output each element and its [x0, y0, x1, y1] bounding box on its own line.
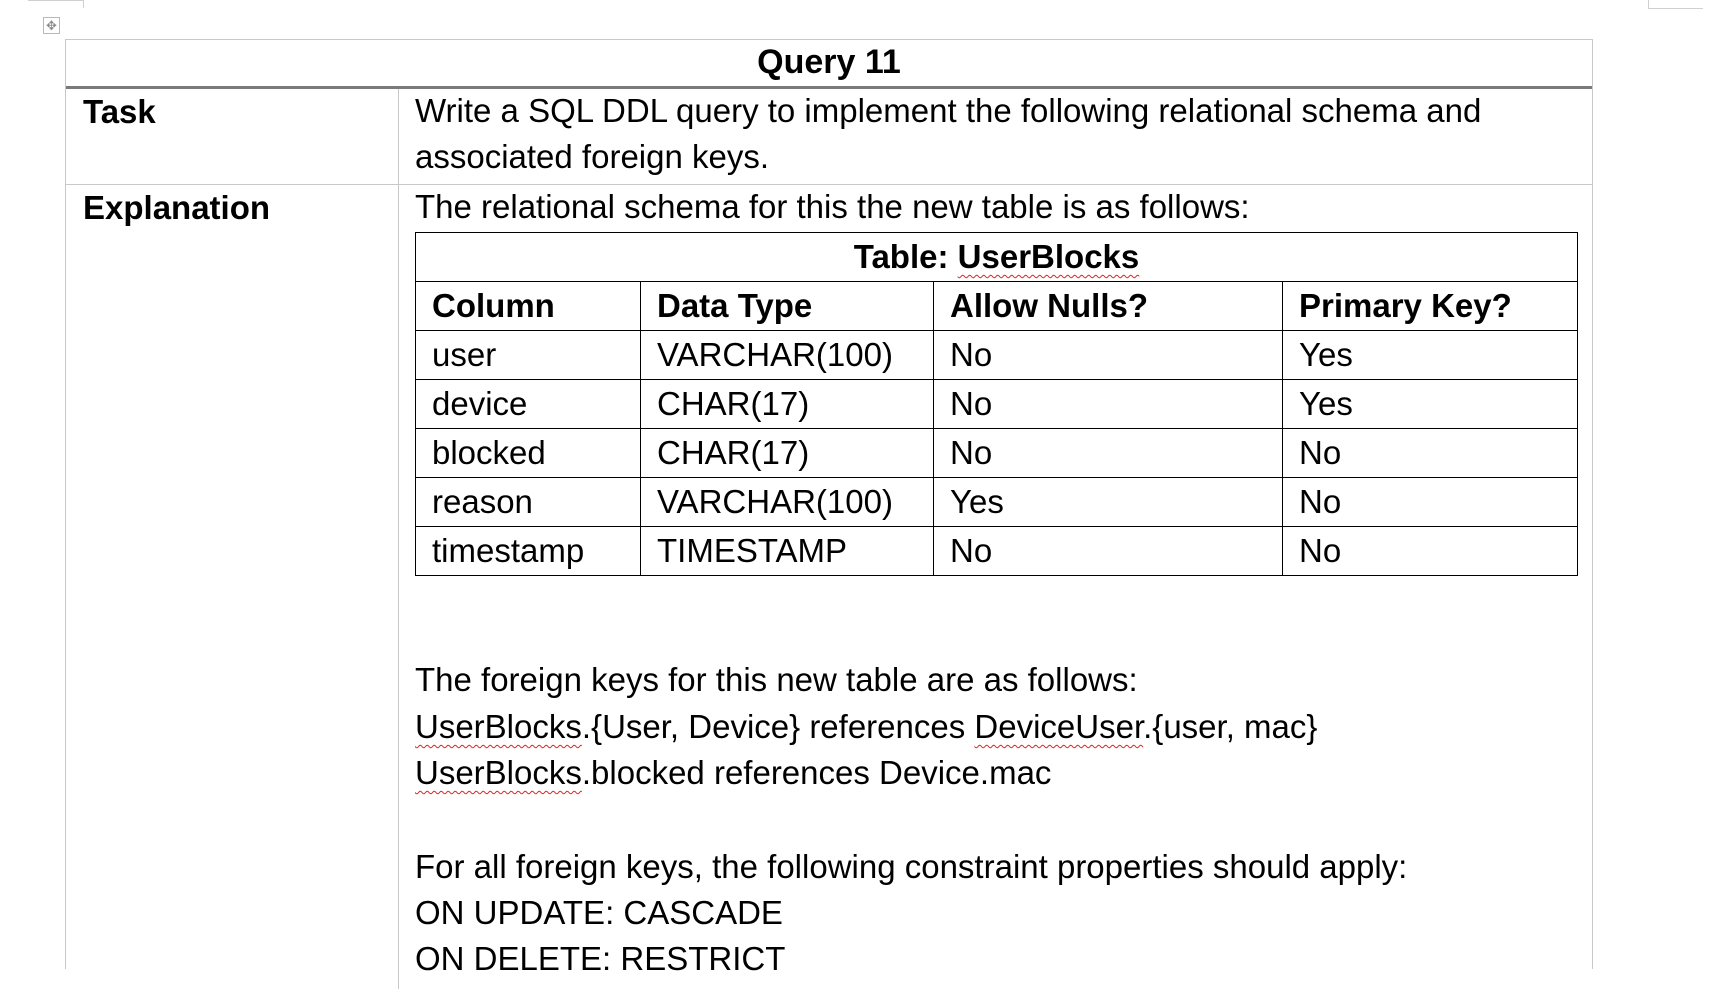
explanation-intro: The relational schema for this the new table is as follows: [415, 188, 1250, 225]
on-update: ON UPDATE: CASCADE [415, 894, 783, 931]
cell-allow-nulls: Yes [934, 478, 1283, 527]
query-table [65, 39, 1593, 977]
query-title: Query 11 [757, 43, 901, 81]
cell-allow-nulls: No [934, 527, 1283, 576]
table-row [416, 429, 1578, 478]
constraints-intro: For all foreign keys, the following constraint properties should apply: [415, 848, 1408, 885]
schema-caption [416, 233, 1578, 282]
header-allow-nulls: Allow Nulls? [934, 282, 1283, 331]
schema-caption-name: UserBlocks [957, 238, 1140, 275]
fk-line-2 [415, 750, 1051, 796]
task-line-1: Write a SQL DDL query to implement the following relational schema and [415, 92, 1482, 129]
cell-column: device [416, 380, 641, 429]
fk-line-1 [415, 704, 1317, 750]
cell-data-type: CHAR(17) [641, 429, 934, 478]
fk1-text-b: .{User, Device} references [581, 708, 975, 745]
title-row [66, 40, 1592, 89]
header-column: Column [416, 282, 641, 331]
fk2-text-b: .blocked references Device.mac [581, 754, 1052, 791]
fk1-text-d: .{user, mac} [1143, 708, 1318, 745]
schema-caption-prefix: Table: [853, 238, 958, 275]
cell-primary-key: No [1283, 527, 1578, 576]
schema-table [415, 232, 1578, 576]
schema-caption-row [416, 233, 1578, 282]
fk1-table-a: UserBlocks [415, 708, 582, 745]
cell-allow-nulls: No [934, 380, 1283, 429]
on-delete: ON DELETE: RESTRICT [415, 940, 786, 977]
cell-column: user [416, 331, 641, 380]
table-move-handle-icon[interactable]: ✥ [43, 17, 60, 34]
cell-column: reason [416, 478, 641, 527]
fk-intro: The foreign keys for this new table are as follows: [415, 661, 1138, 698]
header-primary-key: Primary Key? [1283, 282, 1578, 331]
cell-allow-nulls: No [934, 429, 1283, 478]
column-divider [398, 89, 399, 989]
task-label: Task [83, 93, 156, 130]
cell-column: timestamp [416, 527, 641, 576]
cell-data-type: CHAR(17) [641, 380, 934, 429]
cell-data-type: VARCHAR(100) [641, 478, 934, 527]
cell-primary-key: No [1283, 429, 1578, 478]
fk1-table-c: DeviceUser [974, 708, 1144, 745]
explanation-label: Explanation [83, 189, 271, 226]
schema-header-row [416, 282, 1578, 331]
cell-column: blocked [416, 429, 641, 478]
cell-allow-nulls: No [934, 331, 1283, 380]
header-data-type: Data Type [641, 282, 934, 331]
table-row [416, 527, 1578, 576]
cell-data-type: VARCHAR(100) [641, 331, 934, 380]
task-line-2: associated foreign keys. [415, 138, 770, 175]
table-row [416, 478, 1578, 527]
fk2-table-a: UserBlocks [415, 754, 582, 791]
cell-data-type: TIMESTAMP [641, 527, 934, 576]
table-row [416, 380, 1578, 429]
table-row [416, 331, 1578, 380]
cell-primary-key: Yes [1283, 331, 1578, 380]
cell-primary-key: Yes [1283, 380, 1578, 429]
cell-primary-key: No [1283, 478, 1578, 527]
